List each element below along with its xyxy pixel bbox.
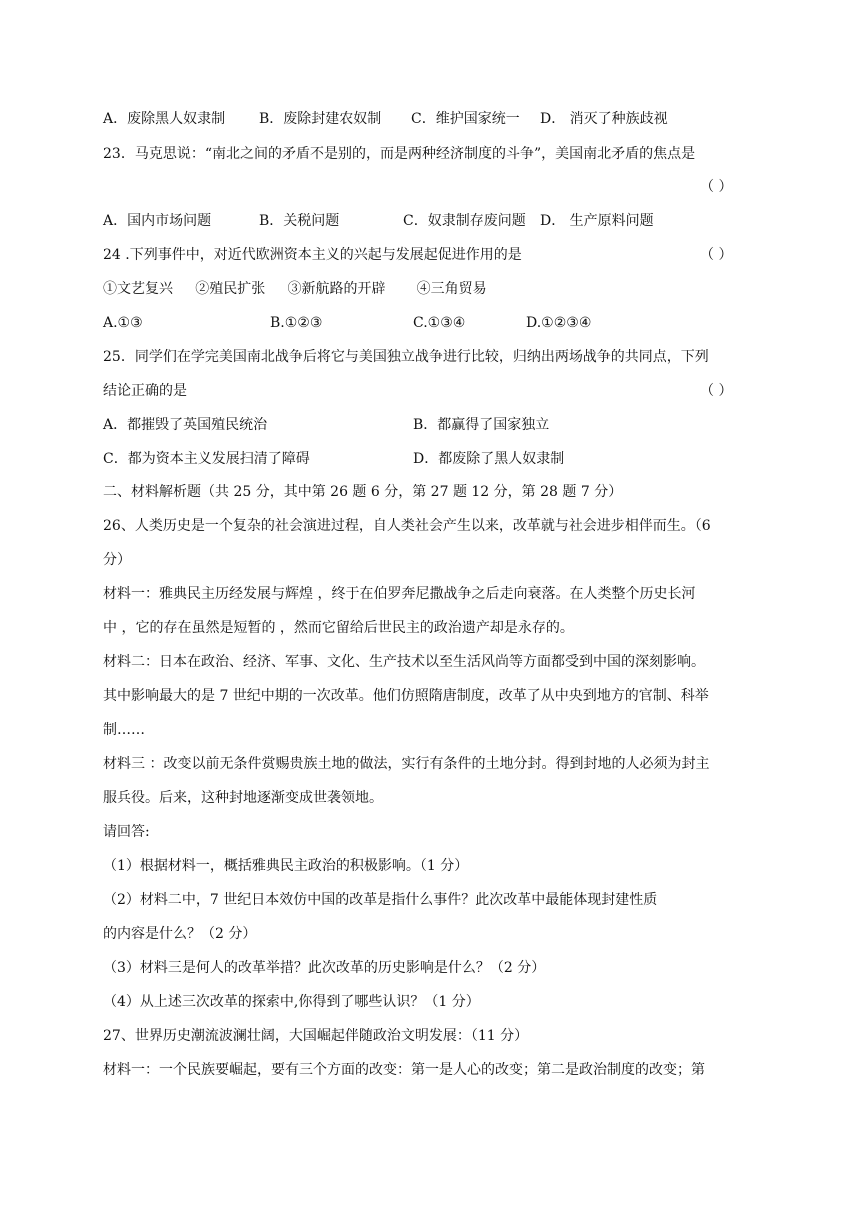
q26-material2-line2: 其中影响最大的是 7 世纪中期的一次改革。他们仿照隋唐制度，改革了从中央到地方的官制、科举 [103, 688, 709, 704]
q26-material1-line1: 材料一：雅典民主历经发展与辉煌 ，终于在伯罗奔尼撒战争之后走向衰落。在人类整个历史长河 [103, 586, 696, 602]
q26-material2-line1: 材料二：日本在政治、经济、军事、文化、生产技术以至生活风尚等方面都受到中国的深刻影响。 [103, 654, 705, 670]
q25-option-c: C．都为资本主义发展扫清了障碍 [103, 451, 310, 467]
q24-option-b: B.①②③ [270, 315, 323, 331]
q23-option-d: D． 生产原料问题 [540, 213, 654, 229]
q26-subquestion-2-line1: （2）材料二中，7 世纪日本效仿中国的改革是指什么事件？此次改革中最能体现封建性质 [103, 892, 658, 908]
q25-option-d: D．都废除了黑人奴隶制 [413, 451, 565, 467]
q24-option-a: A.①③ [103, 315, 143, 331]
q26-intro-line1: 26、人类历史是一个复杂的社会演进过程，自人类社会产生以来，改革就与社会进步相伴而生。（6 [103, 518, 711, 534]
q24-stem: 24 .下列事件中，对近代欧洲资本主义的兴起与发展起促进作用的是 [103, 247, 522, 263]
q26-material2-line3: 制…… [103, 722, 145, 738]
q26-subquestion-3: （3）材料三是何人的改革举措？此次改革的历史影响是什么？（2 分） [103, 960, 546, 976]
q27-intro: 27、世界历史潮流波澜壮阔，大国崛起伴随政治文明发展：（11 分） [103, 1028, 529, 1044]
q22-option-b: B．废除封建农奴制 [259, 111, 382, 127]
q23-option-c: C．奴隶制存废问题 [403, 213, 526, 229]
q22-option-a: A．废除黑人奴隶制 [103, 111, 226, 127]
q25-stem-line2: 结论正确的是 [103, 383, 187, 399]
q26-ask: 请回答: [103, 824, 150, 840]
q25-stem-line1: 25．同学们在学完美国南北战争后将它与美国独立战争进行比较，归纳出两场战争的共同点，下列 [103, 349, 709, 365]
q25-option-a: A．都摧毁了英国殖民统治 [103, 417, 268, 433]
q24-option-d: D.①②③④ [526, 315, 592, 331]
q26-subquestion-4: （4）从上述三次改革的探索中,你得到了哪些认识？（1 分） [103, 994, 480, 1010]
q24-option-c: C.①③④ [413, 315, 466, 331]
q26-intro-line2: 分） [103, 552, 131, 568]
section-heading: 二、材料解析题（共 25 分，其中第 26 题 6 分，第 27 题 12 分，第 28 题 7 分） [103, 484, 623, 500]
q25-option-b: B．都赢得了国家独立 [413, 417, 550, 433]
q23-option-a: A．国内市场问题 [103, 213, 212, 229]
q24-items: ①文艺复兴 ②殖民扩张 ③新航路的开辟 ④三角贸易 [103, 281, 487, 297]
q27-material1: 材料一：一个民族要崛起，要有三个方面的改变：第一是人心的改变；第二是政治制度的改变；第 [103, 1062, 705, 1078]
q22-option-d: D． 消灭了种族歧视 [540, 111, 668, 127]
q26-material1-line2: 中 ，它的存在虽然是短暂的 ，然而它留给后世民主的政治遗产却是永存的。 [103, 620, 574, 636]
q26-material3-line2: 服兵役。后来，这种封地逐渐变成世袭领地。 [103, 790, 383, 806]
q26-material3-line1: 材料三 ：改变以前无条件赏赐贵族土地的做法，实行有条件的土地分封。得到封地的人必须为封主 [103, 756, 710, 772]
q22-option-c: C．维护国家统一 [411, 111, 520, 127]
q26-subquestion-2-line2: 的内容是什么？（2 分） [103, 926, 257, 942]
q26-subquestion-1: （1）根据材料一，概括雅典民主政治的积极影响。（1 分） [103, 858, 469, 874]
q23-option-b: B．关税问题 [259, 213, 340, 229]
q23-stem: 23．马克思说：“南北之间的矛盾不是别的，而是两种经济制度的斗争”，美国南北矛盾的焦点是 [103, 146, 696, 162]
q25-answer-bracket: （ ） [700, 383, 733, 399]
q23-answer-bracket: （ ） [700, 179, 733, 195]
q24-answer-bracket: （ ） [700, 247, 733, 263]
